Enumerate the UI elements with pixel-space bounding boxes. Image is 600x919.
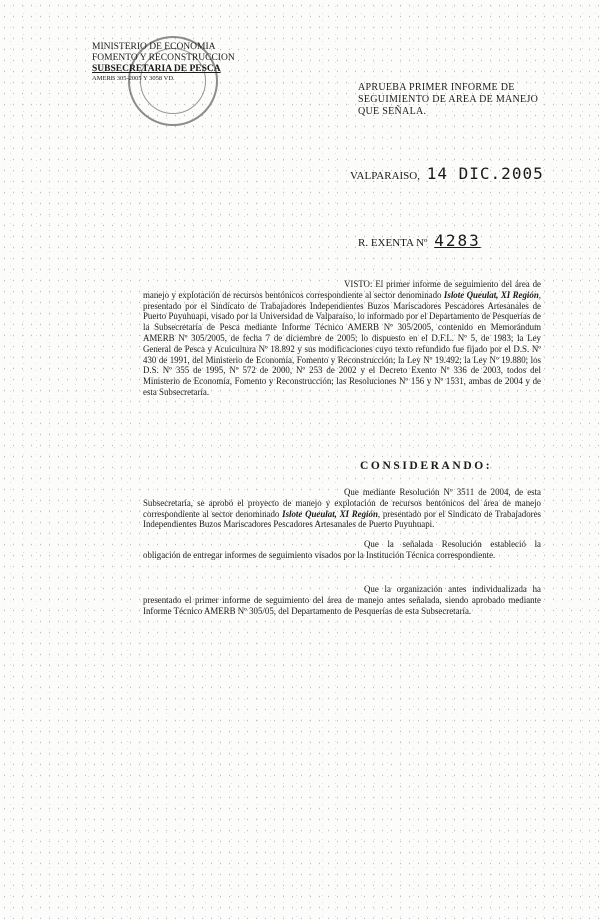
resolution-number: 4283 bbox=[434, 231, 481, 250]
letterhead-code: AMERB 305-2005 Y 3058 VD. bbox=[92, 75, 175, 82]
letterhead-subsecretaria: SUBSECRETARIA DE PESCA bbox=[92, 64, 221, 74]
date-place: VALPARAISO, bbox=[350, 170, 420, 182]
resolution-label: R. EXENTA Nº bbox=[358, 237, 428, 249]
date-line bbox=[350, 164, 544, 183]
visto-paragraph bbox=[143, 279, 541, 398]
visto-text-2: , presentado por el Sindicato de Trabajadores Independientes Buzos Mariscadores Pescadores Artesanales de Puerto Puyuhuapi, visado por la Universidad de Valparaíso, lo informado por el Departamento de Pesquerías de la Subsecretaría de Pesca mediante Informe Técnico AMERB Nº 305/2005, contenido en Memorándum AMERB Nº 305/2005, de fecha 7 de diciembre de 2005; lo dispuesto en el D.F.L. Nº 5, de 1983; la Ley General de Pesca y Acuicultura Nº 18.892 y sus modificaciones cuyo texto refundido fue fijado por el D.S. Nº 430 de 1991, del Ministerio de Economía, Fomento y Reconstrucción; la Ley Nº 19.492; la Ley Nº 19.880; los D.S. Nº 355 de 1995, Nº 572 de 2000, Nº 253 de 2002 y el Decreto Exento Nº 336 de 2003, todos del Ministerio de Economía, Fomento y Reconstrucción; las Resoluciones Nº 156 y Nº 1531, ambas de 2004 y de esta Subsecretaría. bbox=[143, 289, 541, 397]
date-stamp: 14 DIC.2005 bbox=[426, 164, 544, 183]
c1-place: Islote Queulat, XI Región bbox=[282, 508, 378, 519]
letterhead-ministry-2: FOMENTO Y RECONSTRUCCION bbox=[92, 53, 235, 63]
letterhead-ministry: MINISTERIO DE ECONOMIA bbox=[92, 42, 216, 52]
considerando-heading: CONSIDERANDO: bbox=[360, 460, 493, 472]
considerando-paragraph-1 bbox=[143, 487, 541, 530]
visto-text-1: VISTO: El primer informe de seguimiento del área de manejo y explotación de recursos bentónicos correspondiente al sector denominado bbox=[143, 279, 541, 300]
c1-text-2: , presentado por el Sindicato de Trabajadores Independientes Buzos Mariscadores Pescadores Artesanales de Puerto Puyuhuapi. bbox=[143, 508, 541, 530]
subject-line-2: SEGUIMIENTO DE AREA DE MANEJO bbox=[358, 94, 539, 105]
letterhead bbox=[92, 42, 240, 83]
c1-text-1: Que mediante Resolución Nº 3511 de 2004, de esta Subsecretaría, se aprobó el proyecto de manejo y explotación de recursos bentónicos del área de manejo correspondiente al sector denominado bbox=[143, 487, 541, 519]
resolution-number-line bbox=[358, 231, 481, 250]
subject-block bbox=[358, 82, 548, 118]
visto-place: Islote Queulat, XI Región bbox=[443, 289, 539, 300]
considerando-paragraph-2: Que la señalada Resolución estableció la obligación de entregar informes de seguimiento visados por la Institución Técnica correspondiente. bbox=[143, 539, 541, 560]
subject-line-3: QUE SEÑALA. bbox=[358, 106, 427, 117]
considerando-paragraph-3: Que la organización antes individualizada ha presentado el primer informe de seguimiento del área de manejo antes señalada, siendo aprobado mediante Informe Técnico AMERB Nº 305/05, del Departamento de Pesquerías de esta Subsecretaría. bbox=[143, 584, 541, 616]
subject-line-1: APRUEBA PRIMER INFORME DE bbox=[358, 82, 515, 93]
